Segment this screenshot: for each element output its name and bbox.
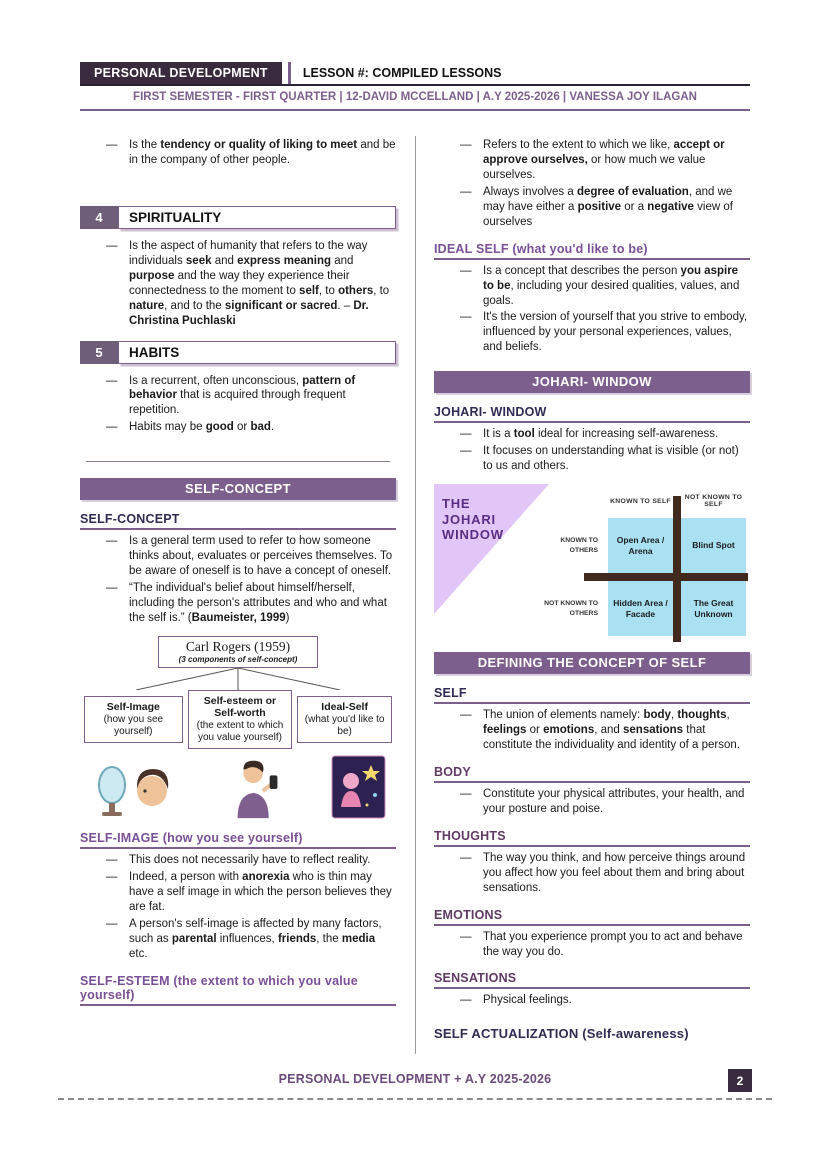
page-footer (80, 1072, 750, 1100)
intro-bullet-list (80, 138, 396, 168)
johari-grid-corner (540, 488, 604, 514)
bullet-marker: — (106, 535, 118, 548)
bullet-marker: — (460, 445, 472, 458)
bullet-item (460, 787, 750, 817)
bullet-text: This does not necessarily have to reflect reality. (129, 854, 371, 867)
header-rule (80, 109, 750, 111)
section-title: HABITS (118, 341, 396, 364)
content-columns (80, 136, 750, 1054)
lesson-title: LESSON #: COMPILED LESSONS (288, 62, 502, 84)
bullet-text: It is a tool ideal for increasing self-awareness. (483, 428, 719, 441)
footer-dashed-line (58, 1098, 772, 1100)
self-esteem-bullet-list (434, 138, 750, 230)
bullet-text: Is a general term used to refer to how someone thinks about, evaluates or perceives themselves. To be aware of oneself is to have a concept of oneself. (129, 535, 393, 578)
heading-self: SELF (434, 686, 750, 704)
bullet-marker: — (460, 428, 472, 441)
course-badge: PERSONAL DEVELOPMENT (80, 62, 282, 84)
diagram-box-self-esteem (188, 690, 293, 749)
bullet-item (106, 853, 396, 868)
selfie-illustration (224, 757, 292, 819)
diagram-connector-lines (80, 668, 396, 690)
bullet-text: Always involves a degree of evaluation, and we may have either a positive or a negative view of ourselves (483, 185, 733, 228)
heading-emotions: EMOTIONS (434, 908, 750, 926)
johari-row-header-known-others: KNOWN TO OTHERS (560, 537, 598, 554)
footer-text: PERSONAL DEVELOPMENT + A.Y 2025-2026 (278, 1072, 552, 1086)
bullet-text: The way you think, and how perceive things around you affect how you feel about them and bring about sensations. (483, 851, 746, 894)
bullet-marker: — (106, 239, 118, 252)
johari-cross-horizontal (584, 573, 748, 581)
heading-ideal-self: IDEAL SELF (what you'd like to be) (434, 242, 750, 260)
right-column (434, 136, 750, 1047)
bullet-item (460, 930, 750, 960)
bullet-text: The union of elements namely: body, thoughts, feelings or emotions, and sensations that constitute the individuality and identity of a person. (483, 709, 740, 751)
mirror-face-illustration (90, 757, 185, 819)
bullet-marker: — (106, 421, 118, 434)
diagram-box-subtitle: (what you'd like to be) (304, 713, 385, 737)
bullet-marker: — (460, 787, 472, 800)
header-subline: FIRST SEMESTER - FIRST QUARTER | 12-DAVID MCCELLAND | A.Y 2025-2026 | VANESSA JOY ILAGAN (133, 91, 697, 103)
johari-grid (540, 488, 750, 640)
diagram-box-title: Ideal-Self (321, 701, 368, 714)
left-column (80, 136, 396, 1010)
bullet-item (460, 993, 750, 1008)
diagram-box-self-image (84, 696, 183, 743)
bullet-text: Is a recurrent, often unconscious, pattern of behavior that is acquired through frequent repetition. (129, 374, 356, 417)
heading-self-image: SELF-IMAGE (how you see yourself) (80, 831, 396, 849)
bullet-item (106, 374, 396, 419)
bullet-item (106, 239, 396, 329)
bullet-text: Constitute your physical attributes, your health, and your posture and poise. (483, 787, 745, 815)
johari-bullet-list (434, 427, 750, 474)
bullet-text: That you experience prompt you to act and behave the way you do. (483, 930, 743, 958)
bullet-item (106, 581, 396, 626)
johari-quadrant-blind-spot: Blind Spot (681, 518, 746, 573)
diagram-box-title: Self-Image (106, 701, 160, 714)
bullet-marker: — (460, 709, 472, 722)
bullet-marker: — (106, 139, 118, 151)
bullet-text: A person's self-image is affected by many factors, such as parental influences, friends, the media etc. (129, 917, 382, 960)
bullet-item (460, 708, 750, 753)
bullet-item (106, 534, 396, 579)
bullet-text: It focuses on understanding what is visible (or not) to us and others. (483, 445, 739, 473)
bullet-item (460, 310, 750, 355)
header-title-row (80, 62, 750, 86)
diagram-box-subtitle: (the extent to which you value yourself) (196, 720, 284, 744)
bullet-item (460, 851, 750, 896)
self-concept-diagram (80, 636, 396, 819)
heading-self-esteem: SELF-ESTEEM (the extent to which you value yourself) (80, 974, 396, 1006)
section-title: SPIRITUALITY (118, 206, 396, 229)
column-divider (415, 136, 416, 1054)
section-number: 5 (80, 341, 118, 364)
bullet-text: Refers to the extent to which we like, accept or approve ourselves, or how much we value ourselves. (483, 139, 725, 181)
johari-window-figure (434, 484, 750, 644)
bullet-marker: — (106, 374, 118, 387)
bullet-marker: — (460, 139, 472, 151)
bullet-text: Is the tendency or quality of liking to meet and be in the company of other people. (129, 139, 396, 166)
diagram-illustrations-row (80, 749, 396, 819)
johari-quadrant-great-unknown: The Great Unknown (681, 581, 746, 636)
bullet-item (106, 420, 396, 435)
heading-self-actualization: SELF ACTUALIZATION (Self-awareness) (434, 1026, 689, 1042)
bullet-marker: — (460, 264, 472, 277)
bullet-marker: — (106, 582, 118, 595)
johari-figure-title: THE JOHARI WINDOW (442, 496, 504, 543)
bullet-text: Physical feelings. (483, 994, 572, 1007)
bullet-marker: — (106, 917, 118, 930)
bullet-item (460, 444, 750, 474)
section-divider-line (86, 461, 390, 462)
defining-concept-banner: DEFINING THE CONCEPT OF SELF (434, 652, 750, 674)
self-image-bullet-list (80, 853, 396, 962)
bullet-marker: — (106, 854, 118, 867)
bullet-text: Is the aspect of humanity that refers to the way individuals seek and express meaning and purpose and the way they experience their connectedness to the moment to self, to others, to nature, and to the significant or sacred. – Dr. Christina Puchlaski (129, 239, 390, 327)
bullet-item (460, 427, 750, 442)
johari-row-header-not-known-others: NOT KNOWN TO OTHERS (544, 600, 598, 617)
heading-body: BODY (434, 765, 750, 783)
habits-bullet-list (80, 374, 396, 436)
heading-johari-window: JOHARI- WINDOW (434, 405, 750, 423)
self-concept-banner: SELF-CONCEPT (80, 478, 396, 500)
ideal-self-illustration (331, 755, 386, 819)
diagram-box-title: Self-esteem or Self-worth (203, 694, 277, 720)
bullet-text: Indeed, a person with anorexia who is thin may have a self image in which the person believes they are fat. (129, 871, 392, 913)
diagram-root-subtitle: (3 components of self-concept) (178, 654, 298, 664)
page-number: 2 (728, 1069, 752, 1092)
bullet-text: Habits may be good or bad. (129, 421, 275, 434)
bullet-item (106, 138, 396, 168)
bullet-item (106, 870, 396, 915)
thoughts-bullet-list (434, 851, 750, 896)
bullet-marker: — (460, 930, 472, 943)
johari-col-header-known-self: KNOWN TO SELF (610, 497, 671, 505)
bullet-text: “The individual's belief about himself/herself, including the person's attributes and who and what the self is.” (Baumeister, 1999) (129, 582, 387, 624)
body-bullet-list (434, 787, 750, 817)
section-number: 4 (80, 206, 118, 229)
bullet-item (460, 264, 750, 309)
bullet-text: Is a concept that describes the person you aspire to be, including your desired qualities, values, and goals. (483, 264, 740, 307)
sensations-bullet-list (434, 993, 750, 1008)
heading-self-concept: SELF-CONCEPT (80, 512, 396, 530)
bullet-marker: — (106, 871, 118, 883)
section-header-habits (80, 341, 396, 364)
diagram-root-box (158, 636, 318, 668)
self-concept-bullet-list (80, 534, 396, 626)
diagram-box-ideal-self (297, 696, 392, 743)
diagram-box-subtitle: (how you see yourself) (103, 713, 164, 737)
bullet-text: It's the version of yourself that you strive to embody, influenced by your personal experiences, values, and beliefs. (483, 311, 748, 354)
section-header-spirituality (80, 206, 396, 229)
bullet-item (460, 185, 750, 230)
heading-sensations: SENSATIONS (434, 971, 750, 989)
diagram-children-row (80, 690, 396, 749)
johari-banner: JOHARI- WINDOW (434, 371, 750, 393)
heading-thoughts: THOUGHTS (434, 829, 750, 847)
spirituality-bullet-list (80, 239, 396, 329)
johari-quadrant-open-area: Open Area / Arena (608, 518, 673, 573)
diagram-root-title: Carl Rogers (1959) (185, 638, 291, 654)
emotions-bullet-list (434, 930, 750, 960)
bullet-marker: — (460, 994, 472, 1007)
johari-quadrant-hidden-area: Hidden Area / Facade (608, 581, 673, 636)
bullet-item (106, 917, 396, 962)
johari-col-header-not-known-self: NOT KNOWN TO SELF (684, 494, 743, 509)
bullet-marker: — (460, 185, 472, 198)
johari-cross-vertical (673, 496, 681, 642)
bullet-marker: — (460, 311, 472, 324)
bullet-item (460, 138, 750, 183)
page-header (80, 62, 750, 111)
ideal-self-bullet-list (434, 264, 750, 356)
bullet-marker: — (460, 851, 472, 864)
self-bullet-list (434, 708, 750, 753)
